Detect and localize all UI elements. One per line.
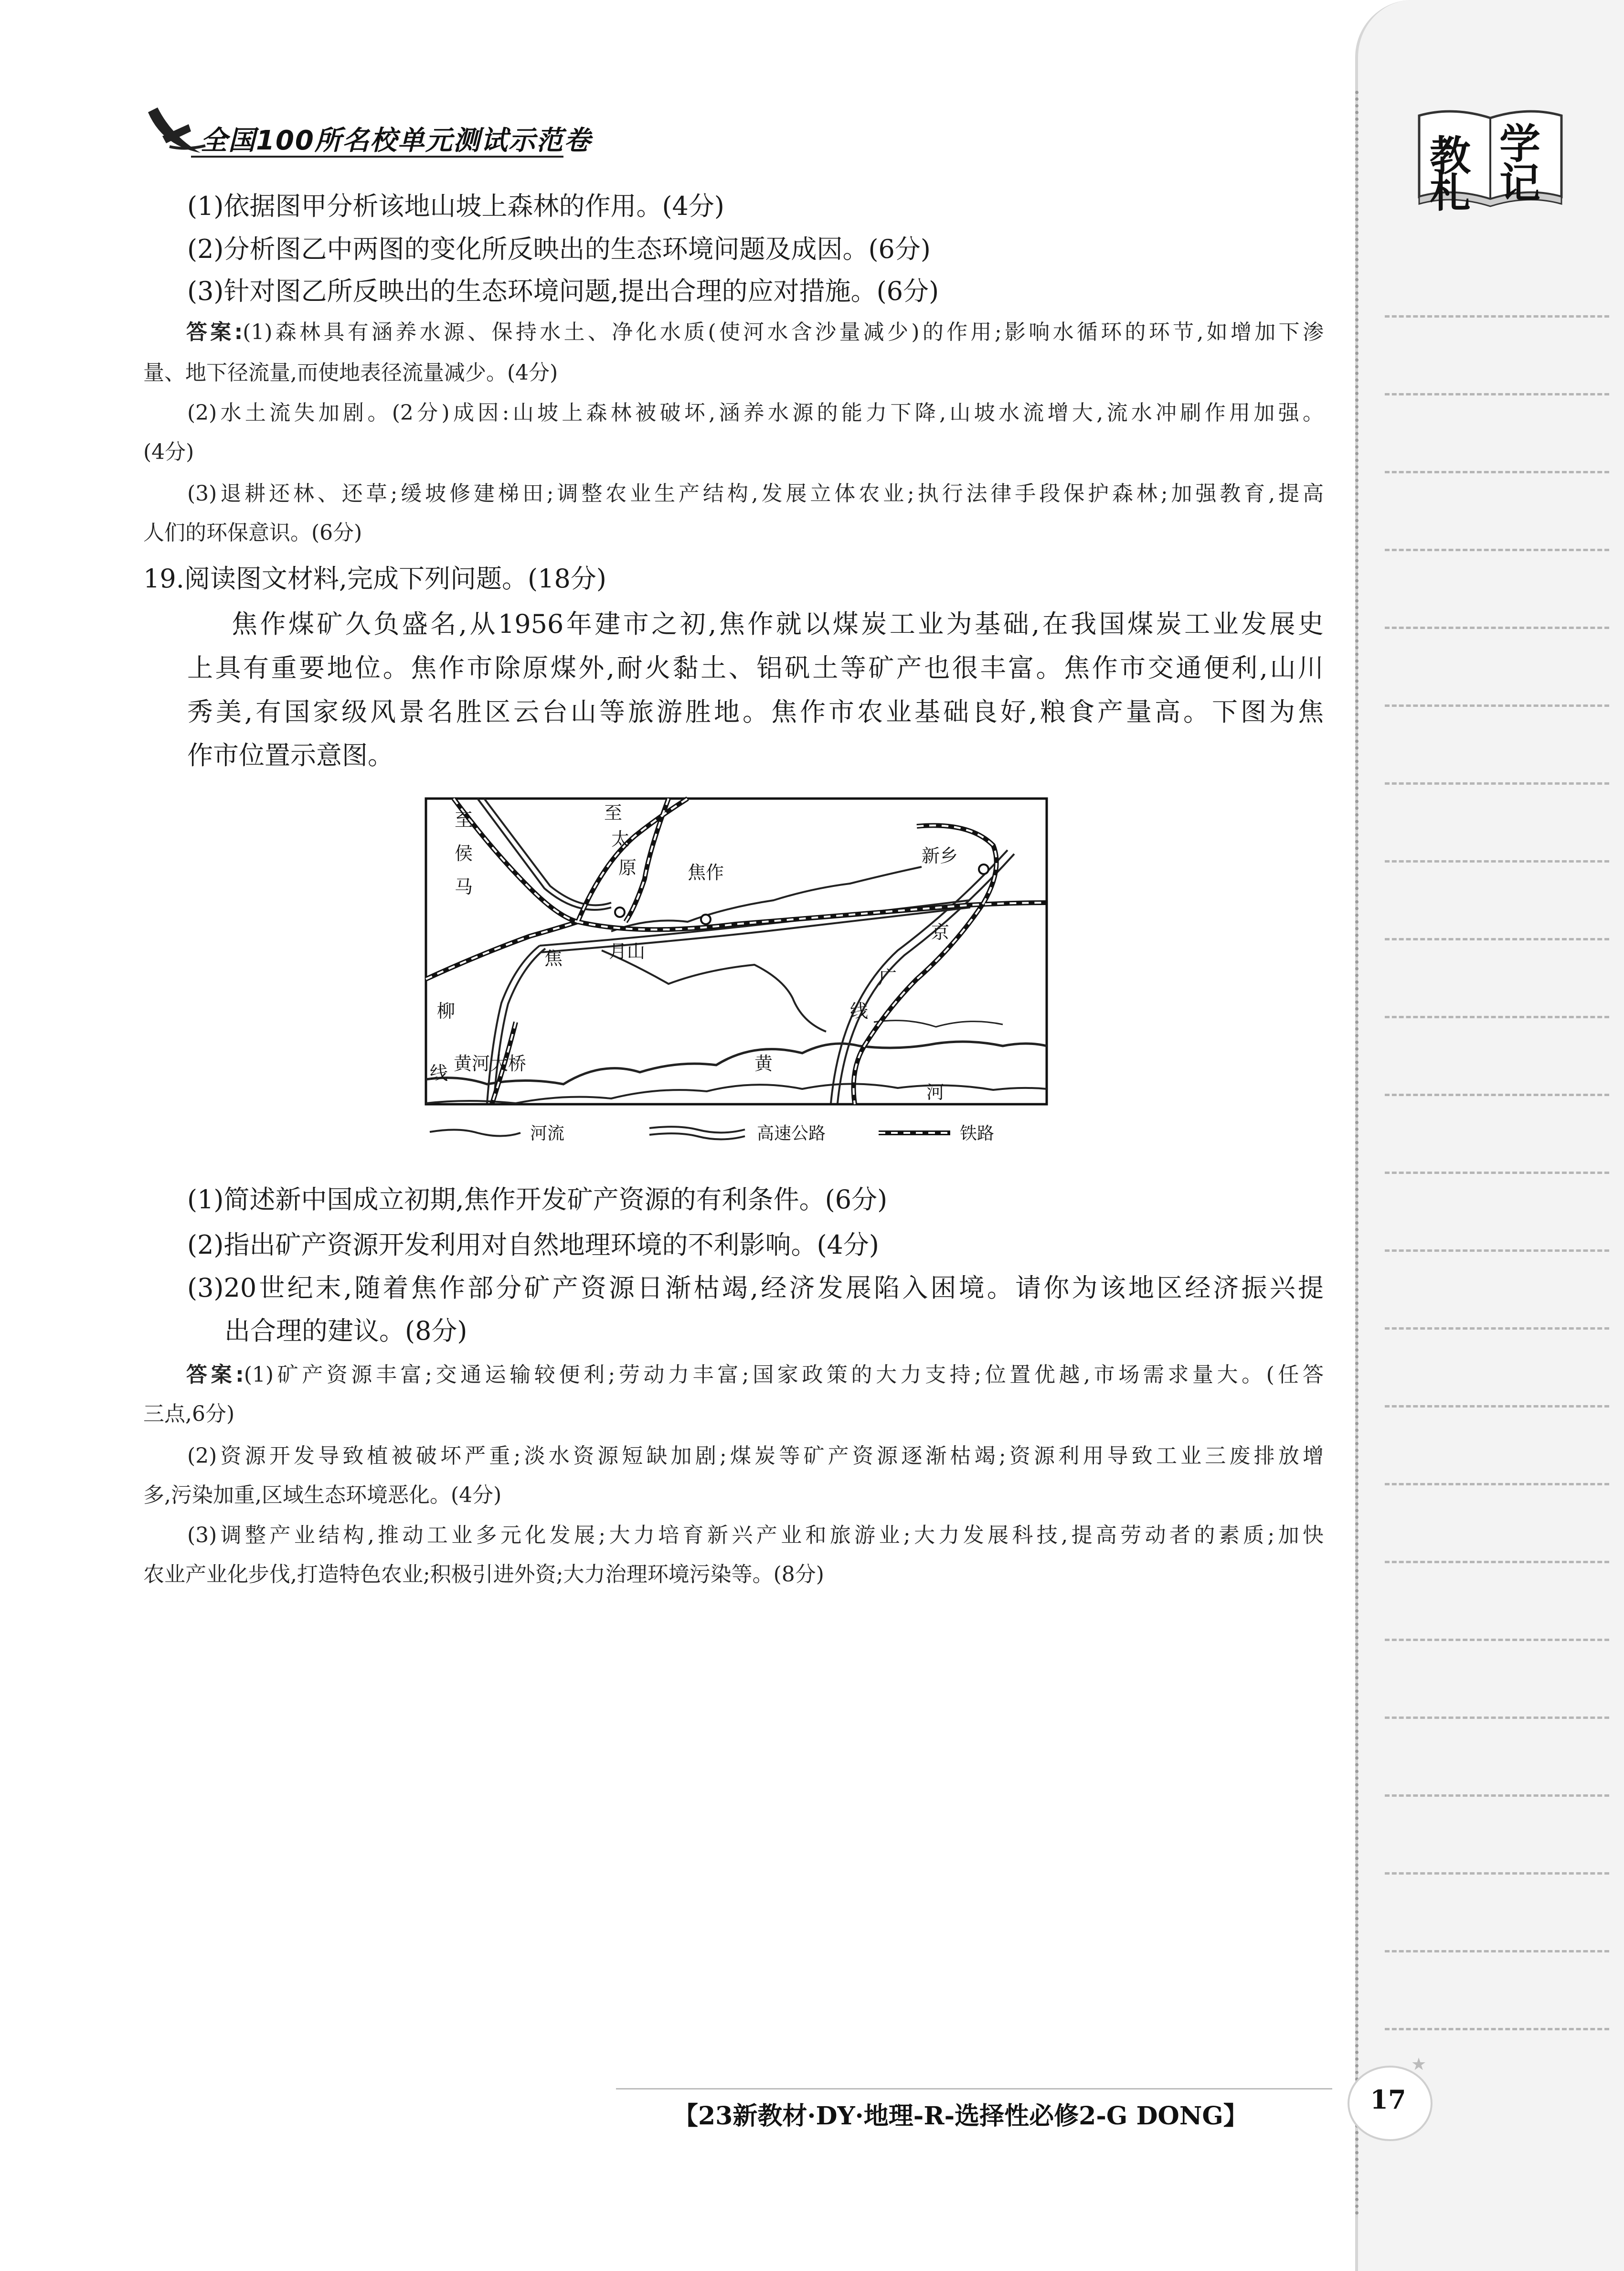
q18-answer-1-line2: 量、地下径流量,而使地表径流量减少。(4分) bbox=[143, 361, 558, 385]
legend-expressway-label: 高速公路 bbox=[757, 1124, 826, 1143]
svg-text:线: 线 bbox=[850, 1001, 869, 1022]
notes-title-char: 学 bbox=[1499, 120, 1540, 168]
legend-expressway-symbol bbox=[649, 1133, 745, 1139]
answer-label: 答案: bbox=[186, 320, 243, 344]
notes-title-char: 记 bbox=[1499, 159, 1540, 207]
q18-answer-2-line2: (4分) bbox=[143, 440, 194, 464]
q18-answer-1-line1: 答案:(1)森林具有涵养水源、保持水土、净化水质(使河水含沙量减少)的作用;影响水循环的环节,如增加下渗 bbox=[186, 320, 1324, 344]
note-line bbox=[1385, 782, 1609, 785]
header-rule bbox=[191, 156, 563, 158]
q18-sub1: (1)依据图甲分析该地山坡上森林的作用。(4分) bbox=[187, 191, 724, 221]
map-label-to-houma: 至 bbox=[455, 810, 473, 831]
note-line bbox=[1385, 860, 1609, 863]
q19-answer-3-line1: (3)调整产业结构,推动工业多元化发展;大力培育新兴产业和旅游业;大力发展科技,提高劳动者的素质;加快 bbox=[187, 1523, 1324, 1547]
map-label-yueshan: 月山 bbox=[609, 941, 646, 962]
xinxiang-city-marker bbox=[979, 864, 988, 874]
swoosh-book-logo-icon bbox=[143, 103, 210, 160]
map-label-jiaozuo: 焦作 bbox=[688, 862, 724, 883]
note-line bbox=[1385, 704, 1609, 707]
legend-railway-label: 铁路 bbox=[960, 1124, 995, 1143]
q18-sub2: (2)分析图乙中两图的变化所反映出的生态环境问题及成因。(6分) bbox=[187, 234, 931, 264]
notes-title-char: 教 bbox=[1430, 132, 1471, 180]
notes-title-box bbox=[1414, 106, 1566, 217]
note-line bbox=[1385, 1561, 1609, 1563]
footer-rule bbox=[616, 2088, 1332, 2090]
notes-dotted-border bbox=[1355, 91, 1359, 2216]
svg-text:广: 广 bbox=[879, 967, 897, 988]
note-line bbox=[1385, 393, 1609, 395]
note-line bbox=[1385, 627, 1609, 629]
answer-label: 答案: bbox=[186, 1363, 244, 1387]
map-label-to-taiyuan: 至 bbox=[604, 802, 623, 823]
note-line bbox=[1385, 1483, 1609, 1485]
note-line bbox=[1385, 315, 1609, 318]
series-title: 全国100所名校单元测试示范卷 bbox=[201, 125, 592, 156]
legend-river-label: 河流 bbox=[530, 1124, 565, 1143]
q19-para-line2: 上具有重要地位。焦作市除原煤外,耐火黏土、铝矾土等矿产也很丰富。焦作市交通便利,山川 bbox=[187, 653, 1324, 683]
map-legend bbox=[430, 1124, 994, 1143]
map-label-jiao-liu: 焦 bbox=[544, 948, 563, 969]
q19-sub2: (2)指出矿产资源开发利用对自然地理环境的不利影响。(4分) bbox=[187, 1230, 879, 1260]
svg-text:原: 原 bbox=[618, 857, 637, 878]
footer-code: 【23新教材·DY·地理-R-选择性必修2-G DONG】 bbox=[673, 2101, 1248, 2131]
note-line bbox=[1385, 938, 1609, 940]
note-line bbox=[1385, 1950, 1609, 1952]
note-line bbox=[1385, 471, 1609, 473]
q19-answer-1-line2: 三点,6分) bbox=[143, 1402, 235, 1426]
q19-answer-2-line1: (2)资源开发导致植被破坏严重;淡水资源短缺加剧;煤炭等矿产资源逐渐枯竭;资源利用导致工业三废排放增 bbox=[187, 1444, 1324, 1468]
svg-text:侯: 侯 bbox=[455, 843, 473, 864]
q19-para-line1: 焦作煤矿久负盛名,从1956年建市之初,焦作就以煤炭工业为基础,在我国煤炭工业发展史 bbox=[232, 609, 1324, 639]
q18-answer-3-line1: (3)退耕还林、还草;缓坡修建梯田;调整农业生产结构,发展立体农业;执行法律手段保护森林;加强教育,提高 bbox=[187, 481, 1324, 506]
q19-stem: 19.阅读图文材料,完成下列问题。(18分) bbox=[143, 564, 606, 594]
notes-strip bbox=[1355, 0, 1624, 2271]
q19-sub3-line2: 出合理的建议。(8分) bbox=[224, 1316, 467, 1346]
note-line bbox=[1385, 1249, 1609, 1252]
notes-title-char: 札 bbox=[1430, 169, 1471, 217]
map-label-jingguang: 京 bbox=[931, 922, 950, 943]
jiaozuo-city-marker bbox=[701, 915, 711, 924]
svg-text:马: 马 bbox=[455, 876, 473, 897]
q18-answer-2-line1: (2)水土流失加剧。(2分)成因:山坡上森林被破坏,涵养水源的能力下降,山坡水流增大,流水冲刷作用加强。 bbox=[187, 401, 1324, 425]
map-label-xinxiang: 新乡 bbox=[922, 845, 958, 866]
q19-para-line4: 作市位置示意图。 bbox=[187, 740, 393, 770]
q19-answer-2-line2: 多,污染加重,区域生态环境恶化。(4分) bbox=[143, 1483, 502, 1507]
map-label-huanghe: 黄 bbox=[754, 1053, 773, 1074]
yueshan-marker bbox=[615, 907, 625, 917]
note-line bbox=[1385, 1872, 1609, 1875]
note-line bbox=[1385, 1405, 1609, 1407]
note-line bbox=[1385, 549, 1609, 551]
q19-sub3-line1: (3)20世纪末,随着焦作部分矿产资源日渐枯竭,经济发展陷入困境。请你为该地区经济振兴提 bbox=[187, 1273, 1324, 1303]
jiaozuo-location-map bbox=[420, 793, 1055, 1170]
q18-sub3: (3)针对图乙所反映出的生态环境问题,提出合理的应对措施。(6分) bbox=[187, 276, 939, 306]
q19-answer-1-line1: 答案:(1)矿产资源丰富;交通运输较便利;劳动力丰富;国家政策的大力支持;位置优越,市场需求量大。(任答 bbox=[186, 1363, 1324, 1387]
svg-text:河: 河 bbox=[926, 1082, 945, 1103]
legend-river-symbol bbox=[430, 1130, 520, 1136]
note-line bbox=[1385, 1794, 1609, 1797]
note-line bbox=[1385, 2028, 1609, 2030]
note-line bbox=[1385, 1639, 1609, 1641]
note-line bbox=[1385, 1172, 1609, 1174]
q19-para-line3: 秀美,有国家级风景名胜区云台山等旅游胜地。焦作市农业基础良好,粮食产量高。下图为焦 bbox=[187, 697, 1324, 727]
note-line bbox=[1385, 1016, 1609, 1018]
svg-text:柳: 柳 bbox=[437, 1001, 456, 1022]
q19-sub1: (1)简述新中国成立初期,焦作开发矿产资源的有利条件。(6分) bbox=[187, 1184, 888, 1215]
map-label-yellow-river-bridge: 黄河大桥 bbox=[454, 1053, 527, 1074]
q18-answer-3-line2: 人们的环保意识。(6分) bbox=[143, 521, 362, 545]
q19-answer-3-line2: 农业产业化步伐,打造特色农业;积极引进外资;大力治理环境污染等。(8分) bbox=[143, 1562, 824, 1587]
star-icon: ★ bbox=[1411, 2055, 1427, 2074]
note-line bbox=[1385, 1717, 1609, 1719]
page-number: 17 bbox=[1370, 2084, 1406, 2115]
note-line bbox=[1385, 1327, 1609, 1330]
svg-text:太: 太 bbox=[611, 829, 630, 850]
note-line bbox=[1385, 1094, 1609, 1096]
svg-text:线: 线 bbox=[430, 1063, 448, 1084]
